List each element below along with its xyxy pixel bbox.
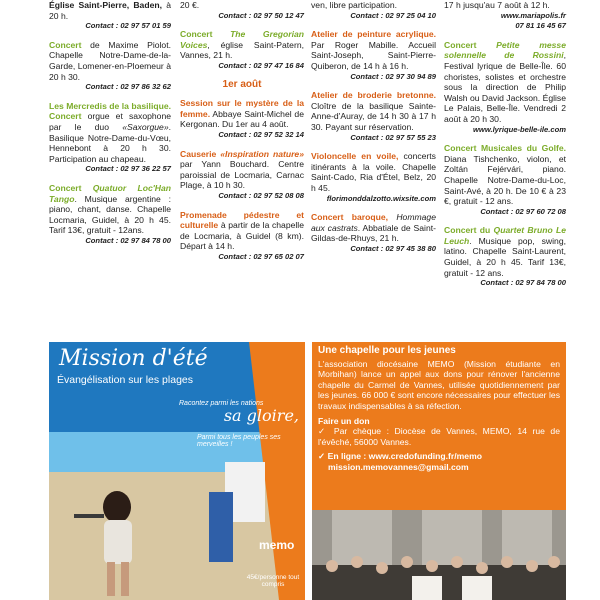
entry-text: «Saxorgue»	[122, 121, 169, 132]
face	[451, 556, 463, 568]
person-body	[104, 520, 132, 564]
entry-contact: Contact : 02 97 84 78 00	[480, 278, 566, 288]
face	[326, 560, 338, 572]
entry-text: Concert	[49, 39, 82, 50]
face	[548, 556, 560, 568]
entry-contact: Contact : 02 97 57 55 23	[350, 132, 436, 142]
entry-text: . Musique pop, swing, latino. Chapelle Saint-Laurent, Guidel, à 20 h 45. Tarif 13€, gratuit - 12 ans.	[444, 235, 566, 278]
stand-panel	[209, 492, 233, 562]
entry-text: à partir de la chapelle de Locmaria, à Guidel (8 km). Départ à 14 h.	[180, 220, 304, 252]
entry-text: . Abbatiale de Saint-Gildas-de-Rhuys, 21 h.	[311, 222, 436, 244]
group-photo	[312, 510, 566, 600]
agenda-entry	[444, 40, 566, 135]
entry-text: Petite messe solennelle de Rossini	[444, 39, 566, 61]
agenda-entry	[311, 90, 436, 143]
ad-slogan: sa gloire,	[223, 406, 299, 425]
ad-slogan-small-2: Parmi tous les peuples ses merveilles !	[197, 434, 281, 448]
entry-text: . Musique argentine : piano, chant, danse. Chapelle Locmaria, Guidel, à 20 h 45. Tarif 13€, gratuit - 12ans.	[49, 193, 171, 236]
entry-text: Concert Musicales du Golfe.	[444, 143, 566, 154]
entry-contact: Contact : 02 97 52 32 14	[218, 129, 304, 139]
entry-text: Église Saint-Pierre, Baden,	[49, 0, 163, 10]
agenda-entry	[311, 29, 436, 82]
entry-text: Quartet Bruno Le Leuch	[444, 225, 566, 246]
entry-contact: Contact : 02 97 45 38 80	[350, 243, 436, 253]
entry-text: Promenade pédestre et culturelle	[180, 209, 304, 231]
face	[501, 556, 513, 568]
agenda-entry	[444, 0, 566, 32]
ad-subtitle: Évangélisation sur les plages	[57, 374, 193, 386]
mission-ete-ad	[49, 342, 305, 600]
entry-contact: Contact : 02 97 50 12 47	[218, 10, 304, 20]
entry-text: Quatuor Loc'Han Tango	[49, 182, 171, 204]
face	[401, 556, 413, 568]
box-heading: Une chapelle pour les jeunes	[318, 345, 456, 356]
entry-contact: Contact : 02 97 36 22 57	[85, 164, 171, 174]
entry-text: concerts itinérants à la voile. Chapelle Saint-Cado, Ria d'Étel, Belz, 20 h 45.	[311, 151, 436, 193]
agenda-entry	[49, 40, 171, 93]
entry-website[interactable]: www.lyrique-belle-ile.com	[473, 124, 566, 134]
white-robes	[412, 576, 442, 600]
entry-text: de Maxime Piolot. Chapelle Notre-Dame-de-la-Garde, Lomener-en-Ploemeur à 20 h 30.	[49, 39, 171, 82]
face	[526, 560, 538, 572]
entry-text: Par Roger Mabille. Accueil Saint-Joseph, Saint-Pierre-Quiberon, de 14 h à 16 h.	[311, 39, 436, 71]
group-photo-illustration	[312, 510, 566, 600]
agenda-entry	[311, 212, 436, 254]
face	[476, 562, 488, 574]
entry-text: ven, libre participation.	[311, 0, 397, 10]
entry-text: Atelier de peinture acrylique.	[311, 29, 436, 40]
column-2	[180, 0, 304, 270]
entry-text: Concert baroque,	[311, 212, 397, 223]
ad-price: 45€/personne tout compris	[246, 574, 300, 588]
agenda-entry	[49, 183, 171, 247]
entry-text: «Inspiration nature»	[220, 148, 304, 159]
person-head	[103, 491, 131, 523]
agenda-entry	[180, 29, 304, 71]
entry-text: Causerie	[180, 148, 221, 159]
don-heading: Faire un don	[318, 415, 370, 426]
entry-text: Cloître de la basilique Sainte-Anne-d'Auray, de 14 h 30 à 17 h 30. Payant sur réservation.	[311, 100, 436, 132]
agenda-entry	[311, 151, 436, 204]
agenda-entry	[180, 0, 304, 21]
column-3	[311, 0, 436, 262]
don-online[interactable]: ✓ En ligne : www.credofunding.fr/memo	[318, 451, 482, 462]
entry-contact: 07 81 16 45 67	[515, 21, 566, 31]
entry-text: 17 h jusqu'au 7 août à 12 h.	[444, 0, 550, 10]
column-4	[444, 0, 566, 297]
memo-logo: memo	[259, 538, 295, 552]
entry-contact: Contact : 02 97 60 72 08	[480, 206, 566, 216]
person-leg-left	[107, 562, 115, 596]
entry-contact: Contact : 02 97 86 32 62	[85, 82, 171, 92]
entry-text: par Yann Bouchard. Centre paroissial de Locmaria, Carnac Plage, à 10 h 30.	[180, 159, 304, 191]
entry-text: Concert	[180, 29, 231, 40]
entry-website[interactable]: florimonddalzotto.wixsite.com	[326, 193, 436, 203]
agenda-entry	[311, 0, 436, 21]
agenda-entry	[444, 143, 566, 217]
entry-text: à 20 h.	[49, 0, 172, 21]
ad-slogan-small: Racontez parmi les nations	[179, 400, 264, 407]
ad-title: Mission d'été	[59, 346, 208, 371]
agenda-entry	[444, 225, 566, 289]
agenda-entry	[49, 0, 171, 32]
entry-text: Hommage aux castrats	[311, 212, 436, 233]
entry-contact: Contact : 02 97 52 08 08	[218, 190, 304, 200]
entry-contact: Contact : 02 97 47 16 84	[218, 60, 304, 70]
entry-text: Atelier de broderie bretonne.	[311, 90, 436, 101]
person-arm	[74, 514, 104, 518]
column-1	[49, 0, 171, 254]
entry-text: Concert du	[444, 225, 494, 236]
agenda-entry	[180, 149, 304, 202]
entry-text: , Festival lyrique de Belle-Île. 60 choristes, solistes et orchestre sous la direction de Philip Walsh ou David Jackson. Église Le Palais, Belle-Île. Vendredi 2 août à 20 h 30.	[444, 50, 566, 124]
agenda-entry	[180, 98, 304, 140]
entry-text: Abbaye Saint-Michel de Kergonan. Du 1er au 4 août.	[180, 108, 304, 130]
white-robes	[462, 576, 492, 600]
entry-text: Les Mercredis de la basilique. Concert	[49, 100, 171, 122]
don-email[interactable]: mission.memovannes@gmail.com	[328, 461, 469, 472]
entry-text: Violoncelle en voile,	[311, 151, 399, 162]
entry-text: Concert	[444, 39, 497, 50]
entry-text: Session sur le mystère de la femme.	[180, 98, 304, 119]
chapelle-jeunes-box	[312, 342, 566, 510]
entry-text: The Gregorian Voices	[180, 29, 304, 50]
face	[426, 560, 438, 572]
entry-text: orgue et saxophone par le duo	[49, 111, 171, 132]
entry-contact: Contact : 02 97 30 94 89	[350, 71, 436, 81]
date-heading: 1er août	[222, 78, 262, 90]
entry-contact: Contact : 02 97 25 04 10	[350, 10, 436, 20]
entry-text: Concert	[49, 182, 93, 193]
box-body: L'association diocésaine MEMO (Mission étudiante en Morbihan) lance un appel aux dons pour rénover l'ancienne chapelle du Carmel de Vannes, utilisée quotidiennement par les jeunes. 66 000 € sont encore nécessaires pour effectuer les travaux indispensables à sa réfection.	[318, 358, 560, 411]
entry-text: . Basilique Notre-Dame-du-Vœu, Hennebont à 20 h 30. Participation au chapeau.	[49, 121, 171, 164]
entry-website[interactable]: www.mariapolis.fr	[500, 10, 566, 20]
entry-text: 20 €.	[180, 0, 200, 10]
entry-contact: Contact : 02 97 65 02 07	[218, 251, 304, 261]
agenda-entry	[180, 210, 304, 263]
entry-text: , église Saint-Patern, Vannes, 21 h.	[180, 39, 304, 61]
face	[376, 562, 388, 574]
person-leg-right	[121, 562, 129, 596]
entry-contact: Contact : 02 97 84 78 00	[85, 235, 171, 245]
don-cheque: ✓ Par chèque : Diocèse de Vannes, MEMO, 14 rue de l'évêché, 56000 Vannes.	[318, 426, 560, 447]
entry-contact: Contact : 02 97 57 01 59	[85, 21, 171, 31]
agenda-entry	[49, 101, 171, 175]
face	[351, 556, 363, 568]
entry-text: Diana Tishchenko, violon, et Zoltán Fejérvári, piano. Chapelle Notre-Dame-du-Loc, Saint-Avé, à 20 h. De 10 € à 23 €, gratuit - 12 ans.	[444, 153, 566, 207]
